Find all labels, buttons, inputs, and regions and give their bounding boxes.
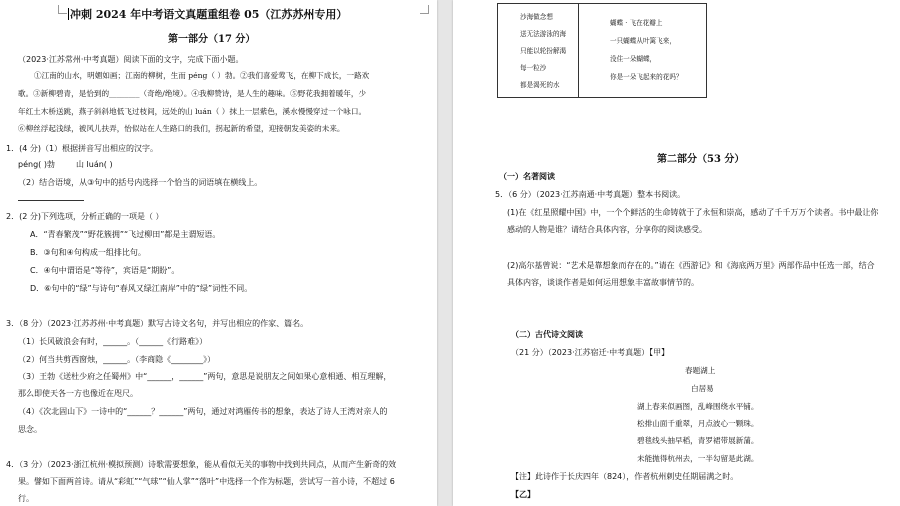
- question-5-stem: 5．（6 分）（2023·江苏南通·中考真题）整本书阅读。: [495, 190, 686, 199]
- part1-heading: 第一部分（17 分）: [168, 34, 256, 45]
- question-5-sub1: 感动的人物是谁？请结合具体内容，分享你的阅读感受。: [507, 225, 707, 234]
- question-2-option-b: B．③句和④句构成一组排比句。: [30, 248, 146, 257]
- question-2-stem: 2．(2 分)下列选项，分析正确的一项是（ ）: [6, 212, 164, 221]
- poem-left-line: 送无法游泳的海: [520, 30, 567, 38]
- question-5-sub1: (1)在《红星照耀中国》中，一个个鲜活的生命铸就于了永恒和崇高，感动了千千万万个读者。书中最让你: [507, 208, 879, 217]
- poem-line: 松排山面千重翠，月点波心一颗珠。: [637, 419, 759, 428]
- question-3-line: （4）《次北固山下》一诗中的“______？______”两句，通过对鸿雁传书的想象，表达了诗人王湾对亲人的: [18, 407, 388, 416]
- poem-right-line: 蝴蝶 · 飞在花瓣上: [610, 19, 663, 27]
- question-3-stem: 3．（8 分）（2023·江苏苏州·中考真题）默写古诗文名句，并写出相应的作家、篇名。: [6, 319, 309, 328]
- poem-comparison-table: [497, 3, 707, 98]
- poem-right-line: 你是一朵飞起来的花吗？: [610, 73, 683, 81]
- question-2-option-a: A．“青春繁茂”“野花簇拥”“飞过柳田”都是主谓短语。: [30, 230, 221, 239]
- question-3-line: （1）长风破浪会有时，______。（______《行路难》）: [18, 337, 208, 346]
- question-6-stem: （21 分）（2023·江苏宿迁·中考真题）【甲】: [511, 348, 670, 357]
- question-4-line: 果。譬如下面两首诗。请从“彩虹”“气球”“仙人掌”“落叶”中选择一个作为标题，尝试写一首小诗，不超过 6: [18, 477, 395, 486]
- passage-line: 歌。③新柳碧青，是恰到的________（奇绝/绝境）。④我柳赞诗，是人生的趣味。⑤野花我拥着暖年，少: [18, 89, 367, 98]
- question-2-option-c: C．④句中谓语是“等待”，宾语是“期盼”。: [30, 266, 180, 275]
- corner-mark: [420, 5, 429, 14]
- question-5-sub2: (2)高尔基曾说：“艺术是靠想象而存在的。”请在《西游记》和《海底两万里》两部作品中任选一部，结合: [507, 261, 875, 270]
- passage-line: 年红土木桥送跳，燕子斜斜地低飞过枝间，远处的山 luán（ ）抹上一层紫色，溪水慢慢穿过一个咏口。: [18, 107, 367, 116]
- poem-left-line: 沙海做念想: [520, 13, 553, 21]
- question-3-line: （2）何当共剪西窗烛，______。（李商隐《________》）: [18, 355, 216, 364]
- corner-mark: [58, 5, 67, 14]
- passage-line: ①江南的山水，明媚如画；江南的柳树，生而 péng（ ）勃。②我们喜爱莺飞，在柳下成长，一路欢: [34, 71, 370, 80]
- poem-left-line: 每一粒沙: [520, 64, 547, 72]
- poem-right-line: 一只蝴蝶从叶篱飞来，: [610, 37, 676, 45]
- question-3-line: （3）王勃《送杜少府之任蜀州》中“______，______”两句，意思是说朋友之间如果心意相通、相互理解，: [18, 372, 392, 381]
- question-1-stem: 1．(4 分)（1）根据拼音写出相应的汉字。: [6, 144, 159, 153]
- poem-line: 湖上春来似画图，乱峰围绕水平铺。: [637, 402, 759, 411]
- table-divider: [578, 4, 579, 97]
- poem-line: 未能抛得杭州去，一半勾留是此湖。: [637, 454, 759, 463]
- document-title[interactable]: 冲刺 2024 年中考语文真题重组卷 05（江苏苏州专用）: [70, 8, 348, 21]
- yi-label: 【乙】: [511, 490, 535, 499]
- poem-left-line: 都是渴死的水: [520, 81, 560, 89]
- section-heading: （一）名著阅读: [499, 172, 555, 181]
- question-1-item: 山 luán( ): [76, 160, 113, 169]
- part2-heading: 第二部分（53 分）: [657, 154, 745, 165]
- poem-note: 【注】此诗作于长庆四年（824），作者杭州刺史任期届满之时。: [511, 472, 739, 481]
- poem-right-line: 没住一朵蝴蝶，: [610, 55, 657, 63]
- right-page: [453, 0, 900, 506]
- section-heading: （二）古代诗文阅读: [511, 330, 583, 339]
- question-4-line: 行。: [18, 494, 34, 503]
- poem-title: 春题湖上: [685, 366, 716, 375]
- intro-text: （2023·江苏常州·中考真题）阅读下面的文字，完成下面小题。: [18, 55, 244, 64]
- answer-line: [18, 200, 84, 201]
- question-2-option-d: D．⑥句中的“绿”与诗句“春风又绿江南岸”中的“绿”词性不同。: [30, 284, 253, 293]
- question-1-sub2: （2）结合语境，从③句中的括号内选择一个恰当的词语填在横线上。: [18, 178, 263, 187]
- text-cursor: [68, 8, 69, 20]
- poem-left-line: 只能以轮扮解渴: [520, 47, 567, 55]
- question-1-item: péng( )勃: [18, 160, 55, 169]
- question-3-line: 思念。: [18, 425, 42, 434]
- question-5-sub2: 具体内容，谈谈作者是如何运用想象丰富故事情节的。: [507, 278, 699, 287]
- passage-line: ⑥柳丝浮起浅绿，被风儿扶弄，怡似站在人生路口的我们，拐起新的希望，迎接朝发美姿的未来。: [18, 124, 345, 133]
- poem-line: 碧毯线头抽早稻，青罗裙带展新蒲。: [637, 436, 759, 445]
- question-4-line: 4．（3 分）（2023·浙江杭州·模拟预测）诗歌需要想象，能从看似无关的事物中找到共同点，从而产生新奇的效: [6, 460, 397, 469]
- question-3-line: 那么即使天各一方也像近在咫尺。: [18, 389, 138, 398]
- left-page: [0, 0, 437, 506]
- poem-author: 白居易: [691, 384, 714, 393]
